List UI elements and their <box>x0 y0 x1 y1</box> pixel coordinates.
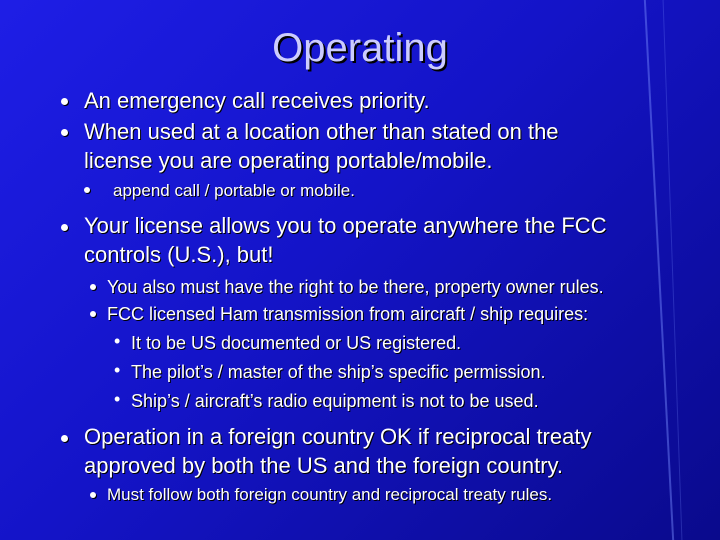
bullet-text-continued: approved by both the US and the foreign country. <box>84 453 564 478</box>
sub-sub-bullet-text: The pilot’s / master of the ship’s specific permission. <box>131 362 546 382</box>
sub-bullet-text: You also must have the right to be there, property owner rules. <box>107 277 604 297</box>
sub-bullet-text: append call / portable or mobile. <box>113 181 355 200</box>
sub-sub-bullet-text: Ship’s / aircraft’s radio equipment is not to be used. <box>131 391 539 411</box>
sub-sub-bullet-icon: • <box>114 360 121 380</box>
sub-sub-bullet-icon: • <box>114 389 121 409</box>
sub-bullet-icon <box>84 187 90 193</box>
bullet-icon <box>61 129 68 136</box>
sub-bullet-text: Must follow both foreign country and reciprocal treaty rules. <box>107 485 553 504</box>
bullet-text: Your license allows you to operate anywhere the FCC <box>84 213 607 238</box>
decorative-line <box>662 0 683 540</box>
bullet-text-continued: license you are operating portable/mobile. <box>84 148 493 173</box>
sub-bullet-icon <box>90 311 96 317</box>
decorative-line <box>643 0 675 540</box>
bullet-icon <box>61 98 68 105</box>
bullet-text: Operation in a foreign country OK if reciprocal treaty <box>84 424 592 449</box>
sub-bullet-text: FCC licensed Ham transmission from aircraft / ship requires: <box>107 304 589 324</box>
sub-bullet-icon <box>90 492 96 498</box>
sub-bullet-icon <box>90 284 96 290</box>
bullet-icon <box>61 435 68 442</box>
slide-title: Operating <box>272 26 448 70</box>
bullet-text: An emergency call receives priority. <box>84 88 430 113</box>
bullet-icon <box>61 224 68 231</box>
bullet-text-continued: controls (U.S.), but! <box>84 242 274 267</box>
bullet-text: When used at a location other than stated on the <box>84 119 559 144</box>
sub-sub-bullet-text: It to be US documented or US registered. <box>131 333 462 353</box>
sub-sub-bullet-icon: • <box>114 331 121 351</box>
